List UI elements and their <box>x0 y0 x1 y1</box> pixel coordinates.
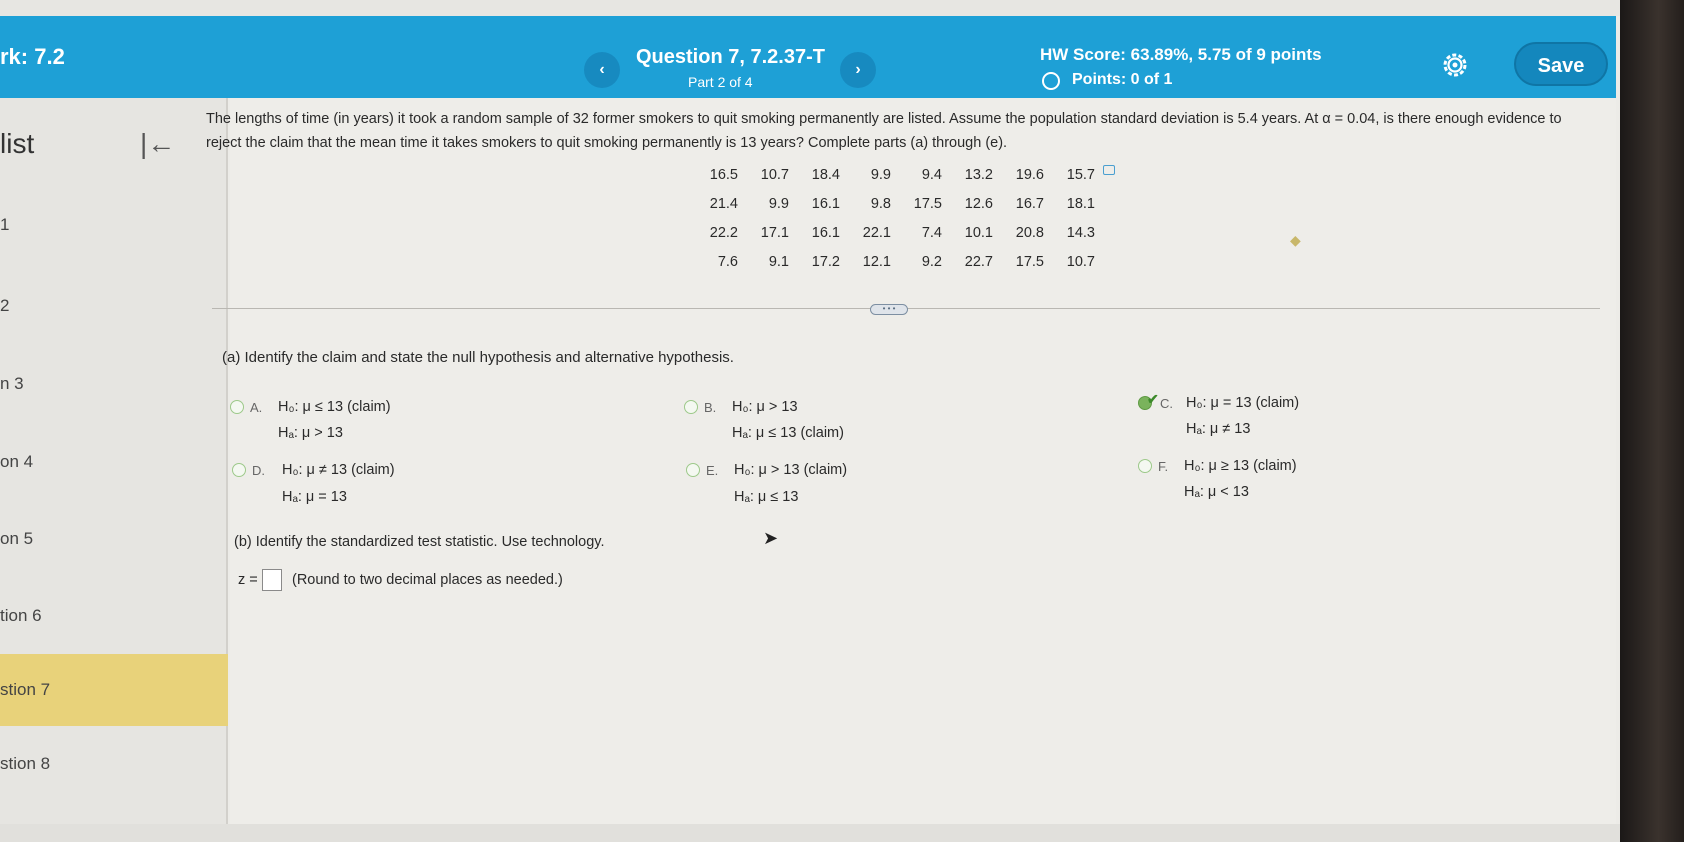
table-cell: 9.9 <box>768 195 789 212</box>
table-cell: 16.1 <box>811 224 840 241</box>
option-e-letter: E. <box>706 463 719 478</box>
table-cell: 17.5 <box>1015 253 1044 270</box>
option-e-alternative-hypothesis: Hₐ: μ ≤ 13 <box>734 489 799 505</box>
settings-gear-icon[interactable] <box>1440 50 1470 80</box>
question-title: Question 7, 7.2.37-T <box>636 46 825 68</box>
mouse-cursor-icon: ➤ <box>763 528 779 548</box>
points-score: Points: 0 of 1 <box>1072 71 1173 88</box>
sidebar-item-question-8[interactable]: stion 8 <box>0 754 51 773</box>
table-cell: 9.2 <box>921 253 942 270</box>
table-cell: 22.1 <box>862 224 891 241</box>
table-cell: 10.1 <box>964 224 993 241</box>
option-c-alternative-hypothesis: Hₐ: μ ≠ 13 <box>1186 421 1251 437</box>
option-f-radio[interactable] <box>1138 459 1152 473</box>
z-label: z = <box>238 572 258 588</box>
part-b-prompt: (b) Identify the standardized test statistic. Use technology. <box>234 534 605 550</box>
sidebar-item-question-6[interactable]: tion 6 <box>0 606 42 625</box>
option-e-radio[interactable] <box>686 463 700 477</box>
table-cell: 14.3 <box>1066 224 1095 241</box>
monitor-bezel <box>1620 0 1684 842</box>
points-status-icon <box>1042 72 1060 90</box>
table-cell: 21.4 <box>709 195 738 212</box>
next-question-button[interactable]: › <box>840 52 876 88</box>
table-cell: 12.1 <box>862 253 891 270</box>
table-cell: 7.4 <box>921 224 942 241</box>
table-row <box>690 160 1098 189</box>
copy-data-icon[interactable] <box>1103 165 1115 175</box>
bottom-strip <box>0 824 1620 842</box>
option-a-null-hypothesis[interactable]: H₀: μ ≤ 13 (claim) <box>278 399 391 415</box>
problem-statement: The lengths of time (in years) it took a random sample of 32 former smokers to quit smoking permanently are listed. Assume the population standard deviation is 5.4 years. At α = 0.04, is there enough evidence to reject the claim that the mean time it takes smokers to quit smoking permanently is 13 years? Complete parts (a) through (e). <box>206 111 1562 151</box>
question-list-heading: list <box>0 128 35 159</box>
option-d-letter: D. <box>252 463 265 478</box>
homework-title: rk: 7.2 <box>0 44 65 69</box>
question-part: Part 2 of 4 <box>688 74 753 90</box>
table-cell: 13.2 <box>964 166 993 183</box>
top-strip <box>0 0 1620 16</box>
option-b-letter: B. <box>704 400 717 415</box>
sidebar-item-question-1[interactable]: 1 <box>0 215 10 234</box>
option-e-null-hypothesis[interactable]: H₀: μ > 13 (claim) <box>734 462 848 478</box>
table-row <box>690 189 1098 218</box>
table-cell: 15.7 <box>1066 166 1095 183</box>
question-list-sidebar <box>0 98 228 842</box>
sidebar-item-question-7[interactable]: stion 7 <box>0 680 51 699</box>
table-cell: 17.2 <box>811 253 840 270</box>
previous-question-button[interactable]: ‹ <box>584 52 620 88</box>
table-cell: 17.5 <box>913 195 942 212</box>
table-row <box>690 247 1098 276</box>
option-b-null-hypothesis[interactable]: H₀: μ > 13 <box>732 399 798 415</box>
part-a-prompt: (a) Identify the claim and state the null hypothesis and alternative hypothesis. <box>222 349 734 366</box>
data-table <box>690 160 1098 276</box>
table-cell: 20.8 <box>1015 224 1044 241</box>
table-cell: 7.6 <box>717 253 738 270</box>
option-a-alternative-hypothesis: Hₐ: μ > 13 <box>278 425 343 441</box>
table-cell: 17.1 <box>760 224 789 241</box>
sidebar-item-question-2[interactable]: 2 <box>0 296 10 315</box>
table-cell: 19.6 <box>1015 166 1044 183</box>
table-row <box>690 218 1098 247</box>
collapse-sidebar-icon[interactable]: |← <box>140 128 176 159</box>
divider-resize-handle[interactable]: • • • <box>870 304 908 315</box>
option-c-letter: C. <box>1160 396 1173 411</box>
sidebar-item-question-5[interactable]: on 5 <box>0 529 34 548</box>
table-cell: 16.7 <box>1015 195 1044 212</box>
homework-header <box>0 16 1616 98</box>
table-cell: 22.7 <box>964 253 993 270</box>
hw-score: HW Score: 63.89%, 5.75 of 9 points <box>1040 45 1322 64</box>
option-b-alternative-hypothesis: Hₐ: μ ≤ 13 (claim) <box>732 425 844 441</box>
table-cell: 16.1 <box>811 195 840 212</box>
table-cell: 9.9 <box>870 166 891 183</box>
option-a-radio[interactable] <box>230 400 244 414</box>
sidebar-item-question-3[interactable]: n 3 <box>0 374 24 393</box>
table-cell: 12.6 <box>964 195 993 212</box>
rounding-hint: (Round to two decimal places as needed.) <box>292 572 563 588</box>
sidebar-item-question-4[interactable]: on 4 <box>0 452 34 471</box>
table-cell: 9.4 <box>921 166 942 183</box>
option-d-alternative-hypothesis: Hₐ: μ = 13 <box>282 489 347 505</box>
table-cell: 9.1 <box>768 253 789 270</box>
table-cell: 10.7 <box>760 166 789 183</box>
save-button[interactable]: Save <box>1514 42 1608 86</box>
z-answer-input[interactable] <box>262 569 282 591</box>
option-f-null-hypothesis[interactable]: H₀: μ ≥ 13 (claim) <box>1184 458 1297 474</box>
table-cell: 18.4 <box>811 166 840 183</box>
screen-artifact-mark: ◆ <box>1290 232 1301 248</box>
option-d-null-hypothesis[interactable]: H₀: μ ≠ 13 (claim) <box>282 462 395 478</box>
table-cell: 18.1 <box>1066 195 1095 212</box>
table-cell: 9.8 <box>870 195 891 212</box>
selected-checkmark-icon: ✔ <box>1147 391 1159 407</box>
option-b-radio[interactable] <box>684 400 698 414</box>
table-cell: 10.7 <box>1066 253 1095 270</box>
option-f-alternative-hypothesis: Hₐ: μ < 13 <box>1184 484 1249 500</box>
table-cell: 16.5 <box>709 166 738 183</box>
option-c-null-hypothesis[interactable]: H₀: μ = 13 (claim) <box>1186 395 1300 411</box>
option-f-letter: F. <box>1158 459 1169 474</box>
option-a-letter: A. <box>250 400 263 415</box>
option-d-radio[interactable] <box>232 463 246 477</box>
table-cell: 22.2 <box>709 224 738 241</box>
